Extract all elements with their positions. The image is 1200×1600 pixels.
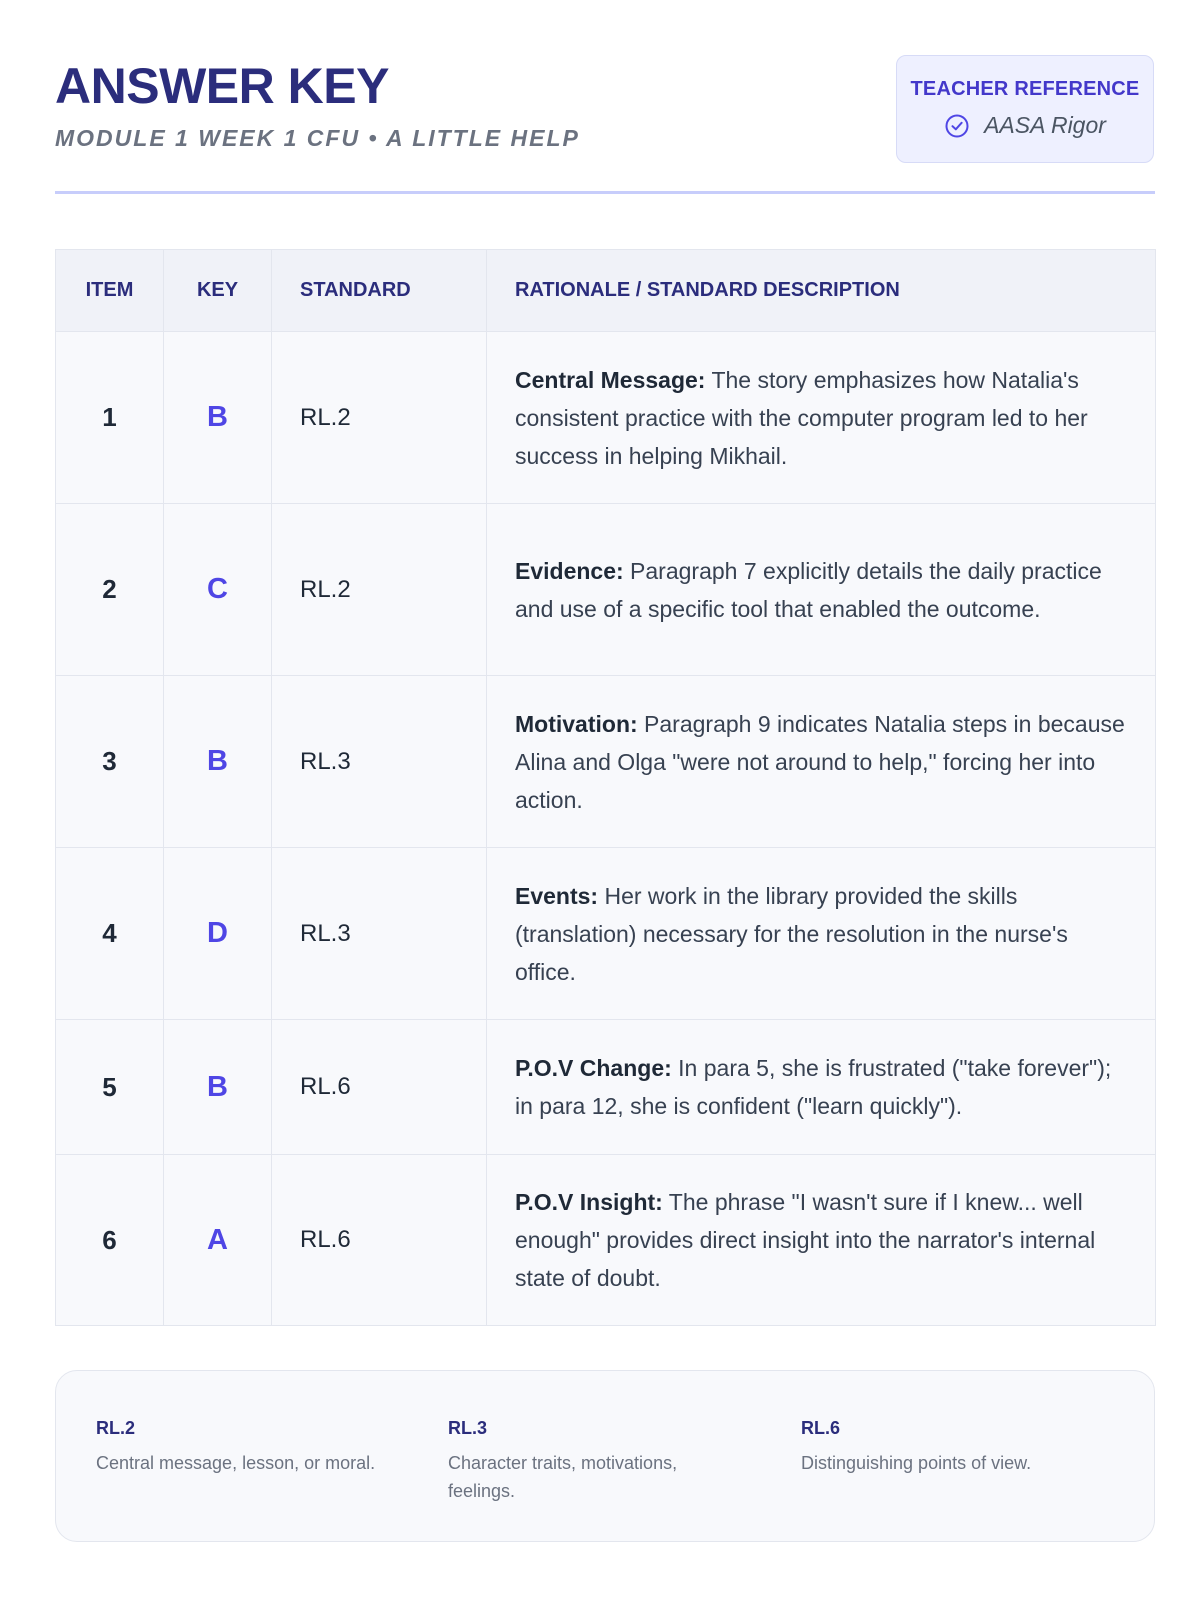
column-header-standard: STANDARD [272, 250, 487, 332]
rationale-lead: P.O.V Insight: [515, 1189, 663, 1215]
table-header-row [56, 250, 1156, 332]
column-header-key: KEY [164, 250, 272, 332]
legend-description: Central message, lesson, or moral. [96, 1453, 376, 1473]
item-number: 5 [56, 1020, 164, 1155]
standard-code: RL.3 [272, 676, 487, 848]
table-row [56, 676, 1156, 848]
item-number: 4 [56, 848, 164, 1020]
table-row [56, 1020, 1156, 1155]
rationale-lead: Motivation: [515, 710, 638, 737]
legend-code: RL.6 [801, 1418, 841, 1438]
teacher-reference-badge [896, 55, 1154, 163]
rationale [487, 504, 1156, 676]
rationale-lead: Events: [515, 882, 599, 909]
answer-key: A [164, 1155, 272, 1326]
answer-key: B [164, 332, 272, 504]
rationale-text: Her work in the library provided the skills (translation) necessary for the resolution in the nurse's office. [515, 882, 1068, 985]
teacher-reference-row [897, 112, 1153, 139]
legend-description: Distinguishing points of view. [801, 1453, 1032, 1473]
rationale-text: The phrase "I wasn't sure if I knew... well enough" provides direct insight into the narrator's internal state of doubt. [515, 1189, 1096, 1291]
header-divider [55, 191, 1155, 194]
legend-code: RL.3 [448, 1418, 488, 1438]
rationale-text: Paragraph 7 explicitly details the daily practice and use of a specific tool that enabled the outcome. [515, 557, 1102, 622]
table-row [56, 504, 1156, 676]
page-title: ANSWER KEY [55, 58, 389, 114]
rationale [487, 676, 1156, 848]
column-header-item: ITEM [56, 250, 164, 332]
item-number: 3 [56, 676, 164, 848]
check-circle-icon [944, 113, 970, 139]
standards-legend [55, 1370, 1155, 1542]
answer-key: B [164, 676, 272, 848]
legend-item-rl2 [96, 1417, 396, 1477]
item-number: 6 [56, 1155, 164, 1326]
rationale [487, 1020, 1156, 1155]
rationale-text: The story emphasizes how Natalia's consistent practice with the computer program led to her success in helping Mikhail. [515, 366, 1088, 469]
legend-description: Character traits, motivations, feelings. [448, 1453, 678, 1501]
table-row [56, 848, 1156, 1020]
rationale [487, 848, 1156, 1020]
rationale [487, 332, 1156, 504]
standard-code: RL.2 [272, 504, 487, 676]
rationale-lead: P.O.V Change: [515, 1055, 672, 1081]
standard-code: RL.3 [272, 848, 487, 1020]
teacher-reference-label: TEACHER REFERENCE [910, 78, 1140, 100]
item-number: 2 [56, 504, 164, 676]
answer-key: C [164, 504, 272, 676]
table-row [56, 1155, 1156, 1326]
rationale [487, 1155, 1156, 1326]
item-number: 1 [56, 332, 164, 504]
page-subtitle: MODULE 1 WEEK 1 CFU • A LITTLE HELP [55, 125, 580, 151]
answer-key-table [55, 249, 1156, 1326]
table-row [56, 332, 1156, 504]
legend-item-rl6 [801, 1417, 1101, 1477]
standard-code: RL.2 [272, 332, 487, 504]
answer-key: B [164, 1020, 272, 1155]
rationale-text: In para 5, she is frustrated ("take forever"); in para 12, she is confident ("learn quickly"). [515, 1055, 1112, 1119]
standard-code: RL.6 [272, 1155, 487, 1326]
teacher-reference-value: AASA Rigor [984, 112, 1106, 138]
standard-code: RL.6 [272, 1020, 487, 1155]
answer-key: D [164, 848, 272, 1020]
legend-item-rl3 [448, 1417, 728, 1505]
rationale-lead: Central Message: [515, 366, 706, 393]
legend-code: RL.2 [96, 1418, 136, 1438]
rationale-lead: Evidence: [515, 557, 624, 584]
rationale-text: Paragraph 9 indicates Natalia steps in because Alina and Olga "were not around to help," forcing her into action. [515, 710, 1125, 813]
column-header-rationale: RATIONALE / STANDARD DESCRIPTION [487, 250, 1156, 332]
